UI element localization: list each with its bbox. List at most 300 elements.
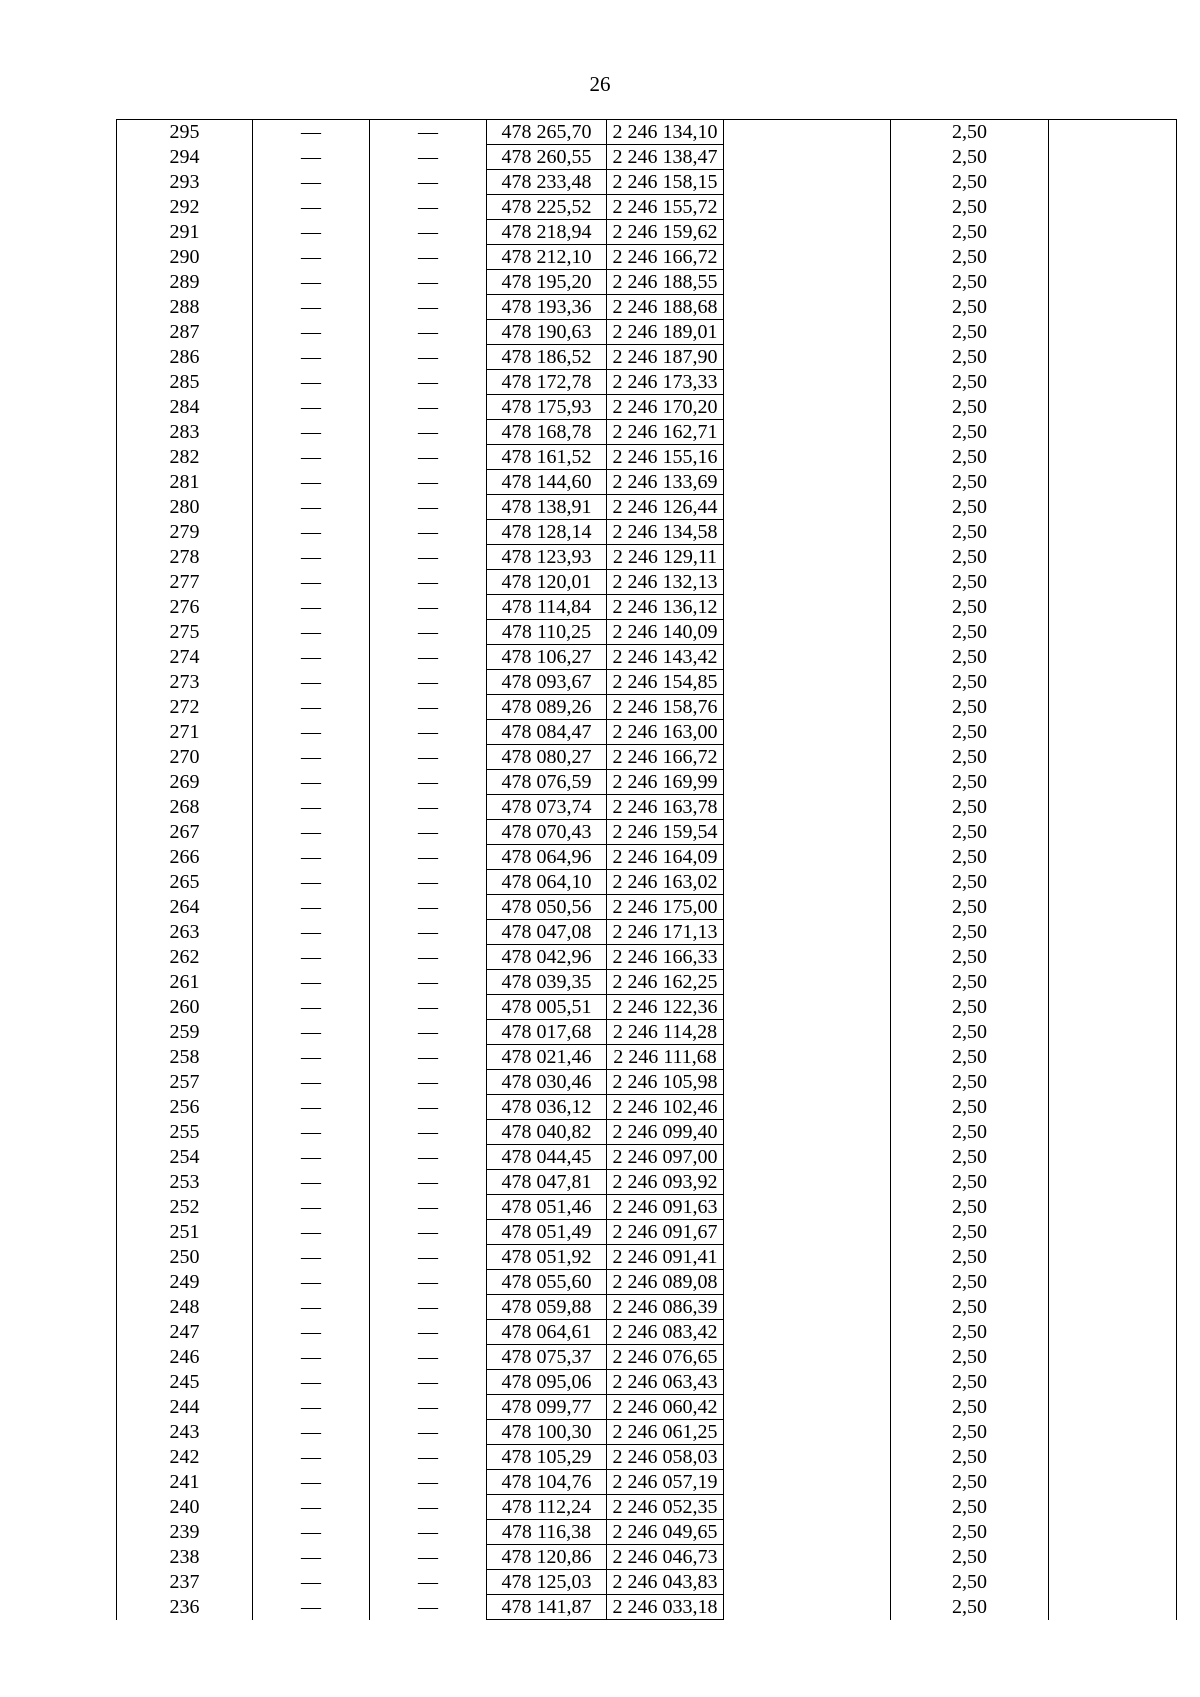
coordinates-table-wrapper	[116, 119, 1176, 1619]
dash-cell: —	[253, 1170, 370, 1195]
dash-cell: —	[370, 695, 487, 720]
table-row	[117, 445, 1177, 470]
empty-cell	[724, 870, 891, 895]
dash-cell: —	[253, 1070, 370, 1095]
dash-cell: —	[253, 895, 370, 920]
table-row	[117, 945, 1177, 970]
empty-cell	[724, 670, 891, 695]
dash-cell: —	[253, 1120, 370, 1145]
coordinate-y-cell: 2 246 155,72	[607, 195, 724, 220]
coordinate-x-cell: 478 110,25	[487, 620, 607, 645]
dash-cell: —	[370, 1470, 487, 1495]
point-number-cell: 287	[117, 320, 253, 345]
empty-cell	[1049, 1320, 1177, 1345]
point-number-cell: 288	[117, 295, 253, 320]
table-row	[117, 1195, 1177, 1220]
dash-cell: —	[370, 1520, 487, 1545]
empty-cell	[724, 120, 891, 145]
dash-cell: —	[370, 945, 487, 970]
empty-cell	[724, 1345, 891, 1370]
point-number-cell: 277	[117, 570, 253, 595]
dash-cell: —	[253, 520, 370, 545]
point-number-cell: 270	[117, 745, 253, 770]
empty-cell	[724, 320, 891, 345]
point-number-cell: 273	[117, 670, 253, 695]
empty-cell	[1049, 570, 1177, 595]
dash-cell: —	[370, 720, 487, 745]
empty-cell	[724, 1220, 891, 1245]
dash-cell: —	[253, 1420, 370, 1445]
accuracy-cell: 2,50	[891, 1020, 1049, 1045]
empty-cell	[1049, 345, 1177, 370]
empty-cell	[724, 1270, 891, 1295]
point-number-cell: 237	[117, 1570, 253, 1595]
coordinate-x-cell: 478 039,35	[487, 970, 607, 995]
table-row	[117, 620, 1177, 645]
table-row	[117, 1295, 1177, 1320]
coordinate-x-cell: 478 064,61	[487, 1320, 607, 1345]
coordinate-x-cell: 478 064,10	[487, 870, 607, 895]
empty-cell	[724, 570, 891, 595]
accuracy-cell: 2,50	[891, 470, 1049, 495]
point-number-cell: 294	[117, 145, 253, 170]
dash-cell: —	[370, 1270, 487, 1295]
accuracy-cell: 2,50	[891, 1195, 1049, 1220]
empty-cell	[1049, 495, 1177, 520]
table-row	[117, 995, 1177, 1020]
point-number-cell: 284	[117, 395, 253, 420]
dash-cell: —	[253, 395, 370, 420]
point-number-cell: 261	[117, 970, 253, 995]
dash-cell: —	[370, 1420, 487, 1445]
accuracy-cell: 2,50	[891, 395, 1049, 420]
empty-cell	[724, 1045, 891, 1070]
empty-cell	[724, 445, 891, 470]
table-row	[117, 295, 1177, 320]
table-row	[117, 1020, 1177, 1045]
table-row	[117, 920, 1177, 945]
accuracy-cell: 2,50	[891, 1595, 1049, 1620]
coordinate-y-cell: 2 246 052,35	[607, 1495, 724, 1520]
accuracy-cell: 2,50	[891, 1320, 1049, 1345]
empty-cell	[1049, 1120, 1177, 1145]
empty-cell	[1049, 595, 1177, 620]
table-row	[117, 1220, 1177, 1245]
coordinate-x-cell: 478 099,77	[487, 1395, 607, 1420]
table-row	[117, 1070, 1177, 1095]
coordinate-x-cell: 478 044,45	[487, 1145, 607, 1170]
coordinate-x-cell: 478 212,10	[487, 245, 607, 270]
empty-cell	[1049, 170, 1177, 195]
coordinate-x-cell: 478 106,27	[487, 645, 607, 670]
coordinate-x-cell: 478 059,88	[487, 1295, 607, 1320]
coordinate-x-cell: 478 123,93	[487, 545, 607, 570]
coordinate-y-cell: 2 246 143,42	[607, 645, 724, 670]
empty-cell	[1049, 1220, 1177, 1245]
table-row	[117, 695, 1177, 720]
accuracy-cell: 2,50	[891, 845, 1049, 870]
empty-cell	[1049, 745, 1177, 770]
dash-cell: —	[253, 170, 370, 195]
accuracy-cell: 2,50	[891, 120, 1049, 145]
empty-cell	[724, 295, 891, 320]
empty-cell	[724, 845, 891, 870]
empty-cell	[1049, 1595, 1177, 1620]
empty-cell	[724, 520, 891, 545]
dash-cell: —	[370, 395, 487, 420]
empty-cell	[1049, 320, 1177, 345]
coordinate-x-cell: 478 114,84	[487, 595, 607, 620]
accuracy-cell: 2,50	[891, 920, 1049, 945]
accuracy-cell: 2,50	[891, 345, 1049, 370]
dash-cell: —	[370, 895, 487, 920]
empty-cell	[1049, 1195, 1177, 1220]
empty-cell	[724, 945, 891, 970]
coordinate-y-cell: 2 246 049,65	[607, 1520, 724, 1545]
dash-cell: —	[370, 845, 487, 870]
coordinate-y-cell: 2 246 126,44	[607, 495, 724, 520]
empty-cell	[724, 245, 891, 270]
dash-cell: —	[253, 595, 370, 620]
dash-cell: —	[370, 470, 487, 495]
page-number: 26	[589, 72, 611, 96]
accuracy-cell: 2,50	[891, 945, 1049, 970]
dash-cell: —	[253, 695, 370, 720]
accuracy-cell: 2,50	[891, 1445, 1049, 1470]
coordinate-y-cell: 2 246 187,90	[607, 345, 724, 370]
table-row	[117, 1520, 1177, 1545]
empty-cell	[724, 1520, 891, 1545]
dash-cell: —	[253, 320, 370, 345]
accuracy-cell: 2,50	[891, 1520, 1049, 1545]
accuracy-cell: 2,50	[891, 970, 1049, 995]
empty-cell	[1049, 1570, 1177, 1595]
coordinate-y-cell: 2 246 166,72	[607, 245, 724, 270]
coordinate-y-cell: 2 246 057,19	[607, 1470, 724, 1495]
empty-cell	[1049, 1270, 1177, 1295]
coordinate-y-cell: 2 246 166,33	[607, 945, 724, 970]
accuracy-cell: 2,50	[891, 770, 1049, 795]
accuracy-cell: 2,50	[891, 1370, 1049, 1395]
dash-cell: —	[253, 195, 370, 220]
empty-cell	[724, 820, 891, 845]
point-number-cell: 280	[117, 495, 253, 520]
empty-cell	[1049, 1420, 1177, 1445]
dash-cell: —	[370, 520, 487, 545]
empty-cell	[724, 220, 891, 245]
point-number-cell: 283	[117, 420, 253, 445]
point-number-cell: 265	[117, 870, 253, 895]
empty-cell	[724, 720, 891, 745]
accuracy-cell: 2,50	[891, 570, 1049, 595]
coordinate-y-cell: 2 246 063,43	[607, 1370, 724, 1395]
table-row	[117, 1395, 1177, 1420]
point-number-cell: 239	[117, 1520, 253, 1545]
accuracy-cell: 2,50	[891, 1170, 1049, 1195]
coordinate-x-cell: 478 050,56	[487, 895, 607, 920]
coordinate-x-cell: 478 138,91	[487, 495, 607, 520]
dash-cell: —	[253, 1320, 370, 1345]
empty-cell	[724, 1295, 891, 1320]
dash-cell: —	[253, 1495, 370, 1520]
dash-cell: —	[370, 145, 487, 170]
point-number-cell: 269	[117, 770, 253, 795]
empty-cell	[1049, 645, 1177, 670]
coordinate-y-cell: 2 246 061,25	[607, 1420, 724, 1445]
coordinate-x-cell: 478 105,29	[487, 1445, 607, 1470]
empty-cell	[724, 1370, 891, 1395]
dash-cell: —	[370, 1070, 487, 1095]
accuracy-cell: 2,50	[891, 1495, 1049, 1520]
accuracy-cell: 2,50	[891, 695, 1049, 720]
coordinate-y-cell: 2 246 136,12	[607, 595, 724, 620]
empty-cell	[1049, 470, 1177, 495]
dash-cell: —	[370, 195, 487, 220]
dash-cell: —	[253, 1570, 370, 1595]
empty-cell	[1049, 1345, 1177, 1370]
point-number-cell: 260	[117, 995, 253, 1020]
point-number-cell: 271	[117, 720, 253, 745]
accuracy-cell: 2,50	[891, 595, 1049, 620]
point-number-cell: 279	[117, 520, 253, 545]
accuracy-cell: 2,50	[891, 720, 1049, 745]
dash-cell: —	[253, 1020, 370, 1045]
coordinate-x-cell: 478 047,81	[487, 1170, 607, 1195]
accuracy-cell: 2,50	[891, 195, 1049, 220]
empty-cell	[724, 1070, 891, 1095]
coordinate-y-cell: 2 246 091,41	[607, 1245, 724, 1270]
empty-cell	[724, 1245, 891, 1270]
empty-cell	[724, 1120, 891, 1145]
empty-cell	[724, 1445, 891, 1470]
point-number-cell: 272	[117, 695, 253, 720]
empty-cell	[1049, 195, 1177, 220]
coordinate-y-cell: 2 246 155,16	[607, 445, 724, 470]
empty-cell	[724, 645, 891, 670]
table-row	[117, 720, 1177, 745]
empty-cell	[1049, 1470, 1177, 1495]
empty-cell	[1049, 1395, 1177, 1420]
dash-cell: —	[370, 870, 487, 895]
table-row	[117, 1495, 1177, 1520]
coordinate-y-cell: 2 246 122,36	[607, 995, 724, 1020]
empty-cell	[1049, 870, 1177, 895]
dash-cell: —	[370, 1370, 487, 1395]
accuracy-cell: 2,50	[891, 545, 1049, 570]
coordinate-y-cell: 2 246 132,13	[607, 570, 724, 595]
accuracy-cell: 2,50	[891, 495, 1049, 520]
dash-cell: —	[253, 1395, 370, 1420]
empty-cell	[1049, 1045, 1177, 1070]
empty-cell	[724, 595, 891, 620]
dash-cell: —	[253, 870, 370, 895]
dash-cell: —	[253, 1445, 370, 1470]
point-number-cell: 295	[117, 120, 253, 145]
dash-cell: —	[370, 1170, 487, 1195]
coordinate-x-cell: 478 084,47	[487, 720, 607, 745]
table-row	[117, 1145, 1177, 1170]
dash-cell: —	[253, 1145, 370, 1170]
empty-cell	[1049, 120, 1177, 145]
table-row	[117, 195, 1177, 220]
empty-cell	[1049, 1520, 1177, 1545]
coordinate-y-cell: 2 246 060,42	[607, 1395, 724, 1420]
coordinate-y-cell: 2 246 111,68	[607, 1045, 724, 1070]
dash-cell: —	[253, 1295, 370, 1320]
table-row	[117, 495, 1177, 520]
coordinate-y-cell: 2 246 163,78	[607, 795, 724, 820]
empty-cell	[724, 695, 891, 720]
empty-cell	[1049, 695, 1177, 720]
empty-cell	[1049, 245, 1177, 270]
dash-cell: —	[370, 1345, 487, 1370]
coordinate-x-cell: 478 030,46	[487, 1070, 607, 1095]
table-row	[117, 1245, 1177, 1270]
coordinate-x-cell: 478 040,82	[487, 1120, 607, 1145]
dash-cell: —	[370, 270, 487, 295]
empty-cell	[1049, 920, 1177, 945]
dash-cell: —	[370, 570, 487, 595]
dash-cell: —	[370, 345, 487, 370]
coordinate-x-cell: 478 051,46	[487, 1195, 607, 1220]
empty-cell	[724, 395, 891, 420]
dash-cell: —	[370, 445, 487, 470]
dash-cell: —	[253, 345, 370, 370]
accuracy-cell: 2,50	[891, 795, 1049, 820]
accuracy-cell: 2,50	[891, 670, 1049, 695]
empty-cell	[724, 1470, 891, 1495]
point-number-cell: 247	[117, 1320, 253, 1345]
table-row	[117, 420, 1177, 445]
empty-cell	[724, 1170, 891, 1195]
coordinate-x-cell: 478 051,92	[487, 1245, 607, 1270]
coordinate-x-cell: 478 055,60	[487, 1270, 607, 1295]
point-number-cell: 267	[117, 820, 253, 845]
coordinate-x-cell: 478 260,55	[487, 145, 607, 170]
empty-cell	[1049, 1145, 1177, 1170]
empty-cell	[1049, 820, 1177, 845]
empty-cell	[1049, 445, 1177, 470]
coordinate-y-cell: 2 246 043,83	[607, 1570, 724, 1595]
table-row	[117, 545, 1177, 570]
coordinate-x-cell: 478 218,94	[487, 220, 607, 245]
empty-cell	[1049, 270, 1177, 295]
dash-cell: —	[370, 370, 487, 395]
table-row	[117, 1420, 1177, 1445]
dash-cell: —	[253, 220, 370, 245]
point-number-cell: 292	[117, 195, 253, 220]
dash-cell: —	[253, 1220, 370, 1245]
point-number-cell: 275	[117, 620, 253, 645]
point-number-cell: 285	[117, 370, 253, 395]
accuracy-cell: 2,50	[891, 170, 1049, 195]
coordinate-y-cell: 2 246 162,25	[607, 970, 724, 995]
accuracy-cell: 2,50	[891, 645, 1049, 670]
coordinate-x-cell: 478 120,86	[487, 1545, 607, 1570]
coordinate-y-cell: 2 246 164,09	[607, 845, 724, 870]
dash-cell: —	[253, 645, 370, 670]
empty-cell	[724, 895, 891, 920]
coordinate-y-cell: 2 246 166,72	[607, 745, 724, 770]
dash-cell: —	[370, 595, 487, 620]
dash-cell: —	[253, 245, 370, 270]
dash-cell: —	[370, 1595, 487, 1620]
empty-cell	[724, 1570, 891, 1595]
dash-cell: —	[253, 1045, 370, 1070]
point-number-cell: 276	[117, 595, 253, 620]
empty-cell	[724, 270, 891, 295]
accuracy-cell: 2,50	[891, 870, 1049, 895]
point-number-cell: 268	[117, 795, 253, 820]
empty-cell	[1049, 670, 1177, 695]
coordinate-y-cell: 2 246 159,54	[607, 820, 724, 845]
dash-cell: —	[370, 770, 487, 795]
coordinate-x-cell: 478 141,87	[487, 1595, 607, 1620]
coordinate-x-cell: 478 047,08	[487, 920, 607, 945]
table-row	[117, 520, 1177, 545]
table-row	[117, 245, 1177, 270]
point-number-cell: 251	[117, 1220, 253, 1245]
dash-cell: —	[253, 295, 370, 320]
dash-cell: —	[370, 545, 487, 570]
dash-cell: —	[253, 745, 370, 770]
table-row	[117, 770, 1177, 795]
accuracy-cell: 2,50	[891, 1470, 1049, 1495]
point-number-cell: 278	[117, 545, 253, 570]
empty-cell	[724, 420, 891, 445]
empty-cell	[724, 795, 891, 820]
coordinate-x-cell: 478 104,76	[487, 1470, 607, 1495]
accuracy-cell: 2,50	[891, 895, 1049, 920]
coordinate-x-cell: 478 175,93	[487, 395, 607, 420]
coordinate-y-cell: 2 246 158,15	[607, 170, 724, 195]
table-row	[117, 1270, 1177, 1295]
coordinate-y-cell: 2 246 173,33	[607, 370, 724, 395]
accuracy-cell: 2,50	[891, 1120, 1049, 1145]
empty-cell	[724, 545, 891, 570]
coordinate-x-cell: 478 128,14	[487, 520, 607, 545]
dash-cell: —	[253, 1595, 370, 1620]
coordinate-y-cell: 2 246 129,11	[607, 545, 724, 570]
empty-cell	[1049, 545, 1177, 570]
dash-cell: —	[370, 1120, 487, 1145]
coordinate-y-cell: 2 246 154,85	[607, 670, 724, 695]
coordinates-table	[116, 119, 1177, 1620]
coordinate-y-cell: 2 246 099,40	[607, 1120, 724, 1145]
empty-cell	[724, 495, 891, 520]
accuracy-cell: 2,50	[891, 1395, 1049, 1420]
dash-cell: —	[253, 1270, 370, 1295]
coordinate-x-cell: 478 172,78	[487, 370, 607, 395]
empty-cell	[1049, 1070, 1177, 1095]
empty-cell	[1049, 1295, 1177, 1320]
dash-cell: —	[370, 1445, 487, 1470]
accuracy-cell: 2,50	[891, 145, 1049, 170]
empty-cell	[724, 1095, 891, 1120]
dash-cell: —	[253, 470, 370, 495]
dash-cell: —	[253, 720, 370, 745]
point-number-cell: 249	[117, 1270, 253, 1295]
coordinate-y-cell: 2 246 093,92	[607, 1170, 724, 1195]
coordinate-x-cell: 478 100,30	[487, 1420, 607, 1445]
point-number-cell: 252	[117, 1195, 253, 1220]
coordinate-y-cell: 2 246 134,10	[607, 120, 724, 145]
accuracy-cell: 2,50	[891, 1295, 1049, 1320]
point-number-cell: 281	[117, 470, 253, 495]
accuracy-cell: 2,50	[891, 1570, 1049, 1595]
point-number-cell: 243	[117, 1420, 253, 1445]
point-number-cell: 258	[117, 1045, 253, 1070]
